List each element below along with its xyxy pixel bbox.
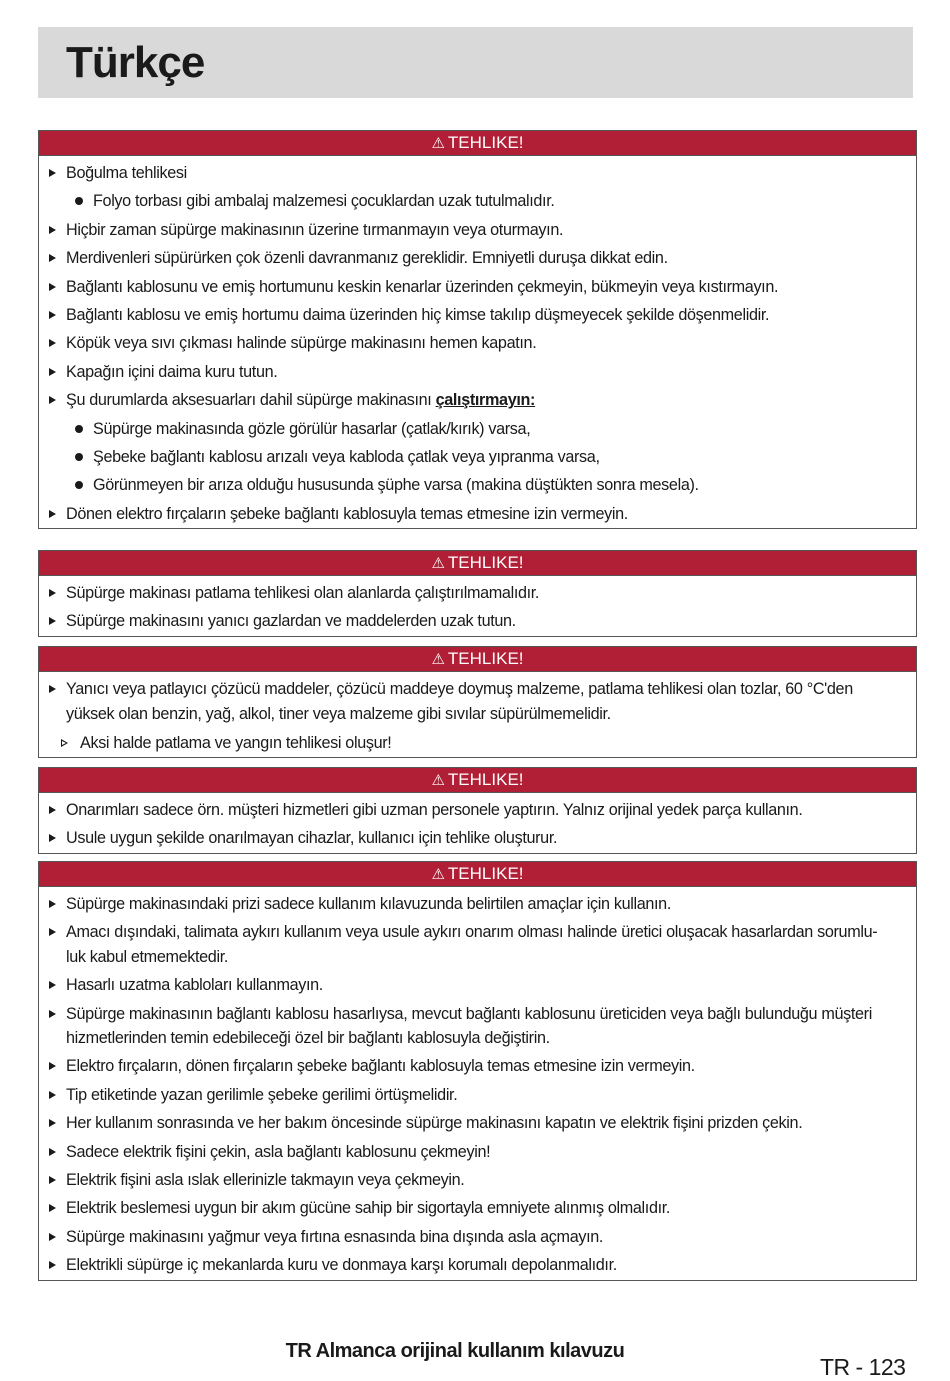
- danger-list: [39, 156, 916, 528]
- list-item-continuation: hizmetlerinden temin edebileceği özel bir bağlantı kablosuyla değiştirin.: [66, 1029, 550, 1048]
- list-item: Bağlantı kablosunu ve emiş hortumunu keskin kenarlar üzerinden çekmeyin, bükmeyin veya kıstırmayın.: [47, 273, 910, 301]
- list-item: Usule uygun şekilde onarılmayan cihazlar, kullanıcı için tehlike oluşturur.: [47, 824, 910, 852]
- danger-list: [39, 576, 916, 636]
- danger-header-label: TEHLIKE!: [447, 864, 524, 883]
- list-item: Tip etiketinde yazan gerilimle şebeke gerilimi örtüşmelidir.: [47, 1081, 910, 1109]
- danger-header: [39, 551, 916, 576]
- list-item-continuation: yüksek olan benzin, yağ, alkol, tiner veya malzeme gibi sıvılar süpürülmemelidir.: [66, 705, 611, 724]
- list-item: Elektro fırçaların, dönen fırçaların şebeke bağlantı kablosuyla temas etmesine izin vermeyin.: [47, 1052, 910, 1080]
- warning-triangle-icon: ⚠: [431, 555, 445, 572]
- list-item: Süpürge makinasını yağmur veya fırtına esnasında bina dışında asla açmayın.: [47, 1223, 910, 1251]
- danger-header-label: TEHLIKE!: [447, 133, 524, 152]
- warning-triangle-icon: ⚠: [431, 866, 445, 883]
- list-item: Hasarlı uzatma kabloları kullanmayın.: [47, 971, 910, 999]
- danger-header-label: TEHLIKE!: [447, 649, 524, 668]
- list-item: Elektrikli süpürge iç mekanlarda kuru ve donmaya karşı korumalı depolanmalıdır.: [47, 1251, 910, 1279]
- list-item: Süpürge makinası patlama tehlikesi olan alanlarda çalıştırılmamalıdır.: [47, 579, 910, 607]
- warning-triangle-icon: ⚠: [431, 772, 445, 789]
- list-subitem: Şebeke bağlantı kablosu arızalı veya kabloda çatlak veya yıpranma varsa,: [47, 443, 910, 471]
- language-title-bar: [38, 27, 913, 98]
- list-item: Boğulma tehlikesi: [47, 159, 910, 187]
- danger-box-repairs: [38, 767, 917, 854]
- list-item: Dönen elektro fırçaların şebeke bağlantı kablosuyla temas etmesine izin vermeyin.: [47, 500, 910, 528]
- list-item: Süpürge makinasındaki prizi sadece kullanım kılavuzunda belirtilen amaçlar için kullanın.: [47, 890, 910, 918]
- footer-title: TR Almanca orijinal kullanım kılavuzu: [285, 1340, 625, 1362]
- list-item: Amacı dışındaki, talimata aykırı kullanım veya usule aykırı onarım olması halinde üretici oluşacak hasarlardan sorumlu-: [47, 918, 910, 946]
- list-item: Sadece elektrik fişini çekin, asla bağlantı kablosunu çekmeyin!: [47, 1138, 910, 1166]
- danger-list: [39, 887, 916, 1280]
- danger-header: [39, 862, 916, 887]
- list-item: Yanıcı veya patlayıcı çözücü maddeler, çözücü maddeye doymuş malzeme, patlama tehlikesi olan tozlar, 60 °C'den: [47, 675, 910, 703]
- danger-header: [39, 647, 916, 672]
- warning-triangle-icon: ⚠: [431, 651, 445, 668]
- list-item: Süpürge makinasının bağlantı kablosu hasarlıysa, mevcut bağlantı kablosunu üreticiden veya bağlı bulunduğu müşteri: [47, 1000, 910, 1028]
- list-item: Kapağın içini daima kuru tutun.: [47, 358, 910, 386]
- danger-header: [39, 768, 916, 793]
- list-subitem: Görünmeyen bir arıza olduğu hususunda şüphe varsa (makina düştükten sonra mesela).: [47, 471, 910, 499]
- page-number: TR - 123: [820, 1354, 906, 1380]
- page-title: Türkçe: [66, 38, 205, 87]
- danger-header-label: TEHLIKE!: [447, 770, 524, 789]
- emphasis-do-not-operate: çalıştırmayın:: [435, 391, 536, 410]
- list-item: Bağlantı kablosu ve emiş hortumu daima üzerinden hiç kimse takılıp düşmeyecek şekilde döşenmelidir.: [47, 301, 910, 329]
- list-consequence: Aksi halde patlama ve yangın tehlikesi oluşur!: [47, 729, 910, 757]
- list-item: Her kullanım sonrasında ve her bakım öncesinde süpürge makinasını kapatın ve elektrik fişini prizden çekin.: [47, 1109, 910, 1137]
- list-item: Süpürge makinasını yanıcı gazlardan ve maddelerden uzak tutun.: [47, 607, 910, 635]
- list-item: [47, 386, 910, 414]
- danger-header: [39, 131, 916, 156]
- list-item-text: Şu durumlarda aksesuarları dahil süpürge makinasını: [66, 391, 436, 410]
- danger-box-explosion: [38, 550, 917, 637]
- list-item: Onarımları sadece örn. müşteri hizmetleri gibi uzman personele yaptırın. Yalnız orijinal yedek parça kullanın.: [47, 796, 910, 824]
- danger-list: [39, 793, 916, 853]
- list-item: Merdivenleri süpürürken çok özenli davranmanız gereklidir. Emniyetli duruşa dikkat edin.: [47, 244, 910, 272]
- list-item-continuation: luk kabul etmemektedir.: [66, 947, 228, 966]
- danger-list: [39, 672, 916, 757]
- danger-box-flammable: [38, 646, 917, 758]
- list-item: Köpük veya sıvı çıkması halinde süpürge makinasını hemen kapatın.: [47, 329, 910, 357]
- danger-header-label: TEHLIKE!: [447, 553, 524, 572]
- list-item: Hiçbir zaman süpürge makinasının üzerine tırmanmayın veya oturmayın.: [47, 216, 910, 244]
- list-item: Elektrik fişini asla ıslak ellerinizle takmayın veya çekmeyin.: [47, 1166, 910, 1194]
- list-subitem: Folyo torbası gibi ambalaj malzemesi çocuklardan uzak tutulmalıdır.: [47, 187, 910, 215]
- warning-triangle-icon: ⚠: [431, 135, 445, 152]
- list-item: Elektrik beslemesi uygun bir akım gücüne sahip bir sigortayla emniyete alınmış olmalıdır.: [47, 1194, 910, 1222]
- danger-box-electrical: [38, 861, 917, 1281]
- danger-box-general: [38, 130, 917, 529]
- list-subitem: Süpürge makinasında gözle görülür hasarlar (çatlak/kırık) varsa,: [47, 415, 910, 443]
